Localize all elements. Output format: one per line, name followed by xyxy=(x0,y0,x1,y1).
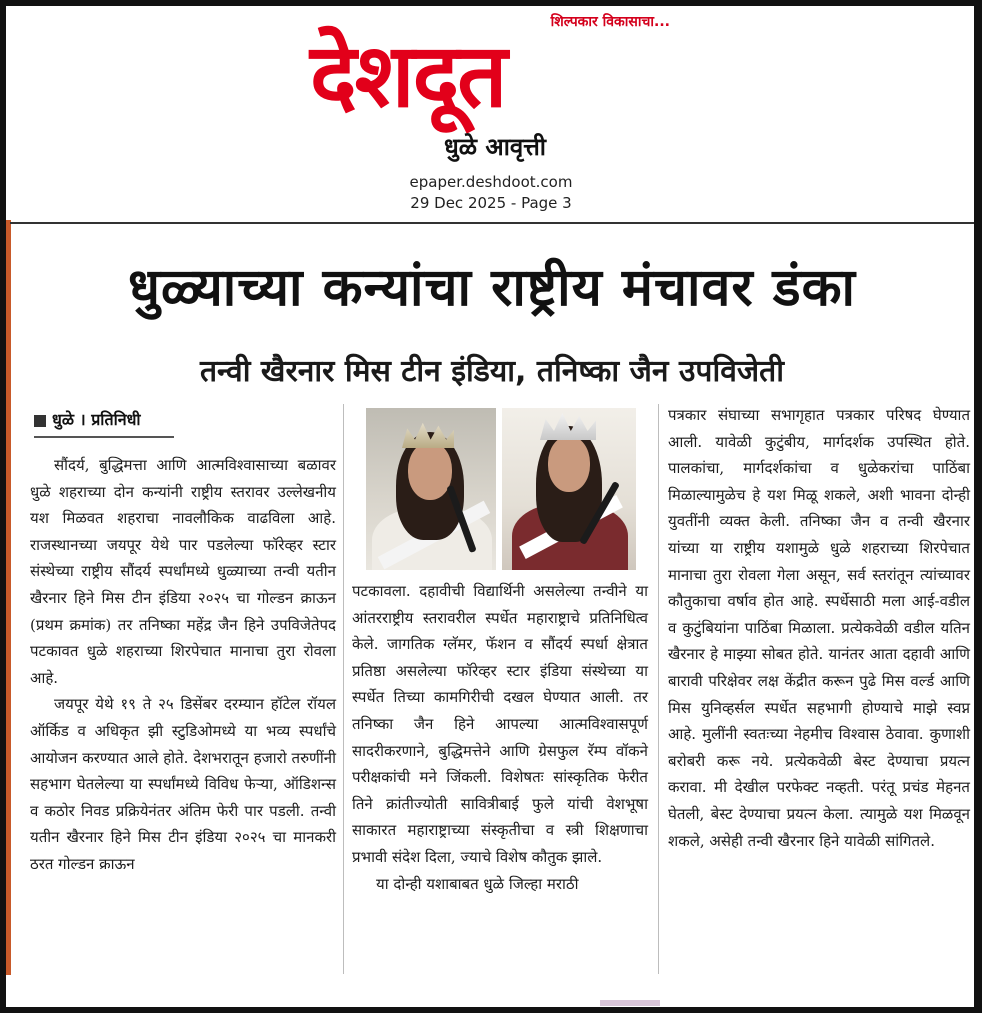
article-paragraph: सौंदर्य, बुद्धिमत्ता आणि आत्मविश्वासाच्या बळावर धुळे शहराच्या दोन कन्यांनी राष्ट्रीय स्तरावर उल्लेखनीय यश मिळवत शहराचा नावलौकिक वाढविला आहे. राजस्थानच्या जयपूर येथे पार पडलेल्या फॉरेव्हर स्टार संस्थेच्या राष्ट्रीय सौंदर्य स्पर्धांमध्ये धुळ्याच्या तन्वी यतीन खैरनार हिने मिस टीन इंडिया २०२५ चा गोल्डन क्राऊन (प्रथम क्रमांक) तर तनिष्का महेंद्र जैन हिने उपविजेतेपद पटकावत धुळे शहराच्या शिरपेचात मानाचा तुरा रोवला आहे. xyxy=(30,456,336,687)
epaper-site: epaper.deshdoot.com xyxy=(409,173,573,191)
dateline-square-icon xyxy=(34,415,46,427)
left-accent-bar xyxy=(6,220,11,975)
dateline xyxy=(34,408,141,430)
column-divider xyxy=(658,404,659,974)
epaper-date-page: 29 Dec 2025 - Page 3 xyxy=(410,194,572,212)
masthead-tagline: शिल्पकार विकासाचा... xyxy=(550,14,670,30)
article-subheadline: तन्वी खैरनार मिस टीन इंडिया, तनिष्का जैन उपविजेती xyxy=(199,354,785,389)
article-paragraph: जयपूर येथे १९ ते २५ डिसेंबर दरम्यान हॉटेल रॉयल ऑर्किड व अधिकृत झी स्टुडिओमध्ये या भव्य स्पर्धांचे आयोजन करण्यात आले होते. देशभरातून हजारो तरुणींनी सहभाग घेतलेल्या या स्पर्धांमध्ये विविध फेऱ्या, ऑडिशन्स व कठोर निवड प्रक्रियेनंतर अंतिम फेरी पार पडली. तन्वी यतीन खैरनार हिने मिस टीन इंडिया २०२५ चा मानकरी ठरत गोल्डन क्राऊन xyxy=(30,695,336,873)
newspaper-logo: देशदूत xyxy=(310,24,506,127)
dateline-divider xyxy=(34,436,174,438)
page-bottom-mark xyxy=(600,1000,660,1006)
edition-name: धुळे आवृत्ती xyxy=(443,133,547,161)
header-divider xyxy=(10,222,974,224)
article-paragraph: पत्रकार संघाच्या सभागृहात पत्रकार परिषद घेण्यात आली. यावेळी कुटुंबीय, मार्गदर्शक उपस्थित होते. पालकांचा, मार्गदर्शकांचा व धुळेकरांचा पाठिंबा मिळाल्यामुळेच हे यश मिळू शकले, अशी भावना दोन्ही युवतींनी व्यक्त केली. तनिष्का जैन व तन्वी खैरनार यांच्या या राष्ट्रीय यशामुळे धुळे शहराच्या शिरपेचात मानाचा तुरा रोवला गेला असून, सर्व स्तरांतून त्यांच्यावर कौतुकाचा वर्षाव होत आहे. स्पर्धेसाठी मला आई-वडील व कुटुंबियांना पाठिंबा मिळाला. प्रत्येकवेळी वडील यतिन खैरनार हे माझ्या सोबत होते. यानंतर आता दहावी आणि बारावी परिक्षेवर लक्ष केंद्रीत करून पुढे मिस वर्ल्ड आणि मिस युनिव्हर्सल स्पर्धेत सहभागी होण्याचे माझे स्वप्न आहे. मुलींनी स्वतःच्या नेहमीच विश्वास ठेवावा. कुणाशी बरोबरी करू नये. प्रत्येकवेळी बेस्ट देण्याचा प्रयत्न करावा. मी देखील परफेक्ट नव्हती. परंतू प्रचंड मेहनत घेतली, बेस्ट देण्याचा प्रयत्न केला. त्यामुळे यश मिळवून शकले, असेही तन्वी खैरनार हिने यावेळी सांगितले. xyxy=(668,406,970,850)
article-column-1 xyxy=(30,452,336,878)
photo-tanvi-khairnar xyxy=(366,408,496,570)
article-paragraph: पटकावला. दहावीची विद्यार्थिनी असलेल्या तन्वीने या आंतरराष्ट्रीय स्तरावरील स्पर्धेत महाराष्ट्राचे प्रतिनिधित्व केले. जागतिक ग्लॅमर, फॅशन व सौंदर्य स्पर्धा क्षेत्रात प्रतिष्ठा असलेल्या फॉरेव्हर स्टार इंडिया संस्थेच्या या स्पर्धेत तिच्या कामगिरीची दखल घेण्यात आली. तर तनिष्का जैन हिने आपल्या आत्मविश्वासपूर्ण सादरीकरणाने, बुद्धिमत्तेने आणि ग्रेसफुल रॅम्प वॉकने परीक्षकांची मने जिंकली. विशेषतः सांस्कृतिक फेरीत तिने क्रांतीज्योती सावित्रीबाई फुले यांची वेशभूषा साकारत महाराष्ट्राच्या संस्कृतीचा व स्त्री शिक्षणाचा प्रभावी संदेश दिला, ज्याचे विशेष कौतुक झाले. xyxy=(352,582,648,866)
epaper-info xyxy=(0,172,982,214)
article-column-2 xyxy=(352,578,648,897)
column-divider xyxy=(343,404,344,974)
masthead xyxy=(300,4,690,161)
photo-tanishka-jain xyxy=(502,408,636,570)
article-column-3 xyxy=(668,402,970,854)
article-headline: धुळ्याच्या कन्यांचा राष्ट्रीय मंचावर डंका xyxy=(127,258,857,318)
article-paragraph: या दोन्ही यशाबाबत धुळे जिल्हा मराठी xyxy=(376,874,579,893)
dateline-text: धुळे । प्रतिनिधी xyxy=(52,410,141,429)
